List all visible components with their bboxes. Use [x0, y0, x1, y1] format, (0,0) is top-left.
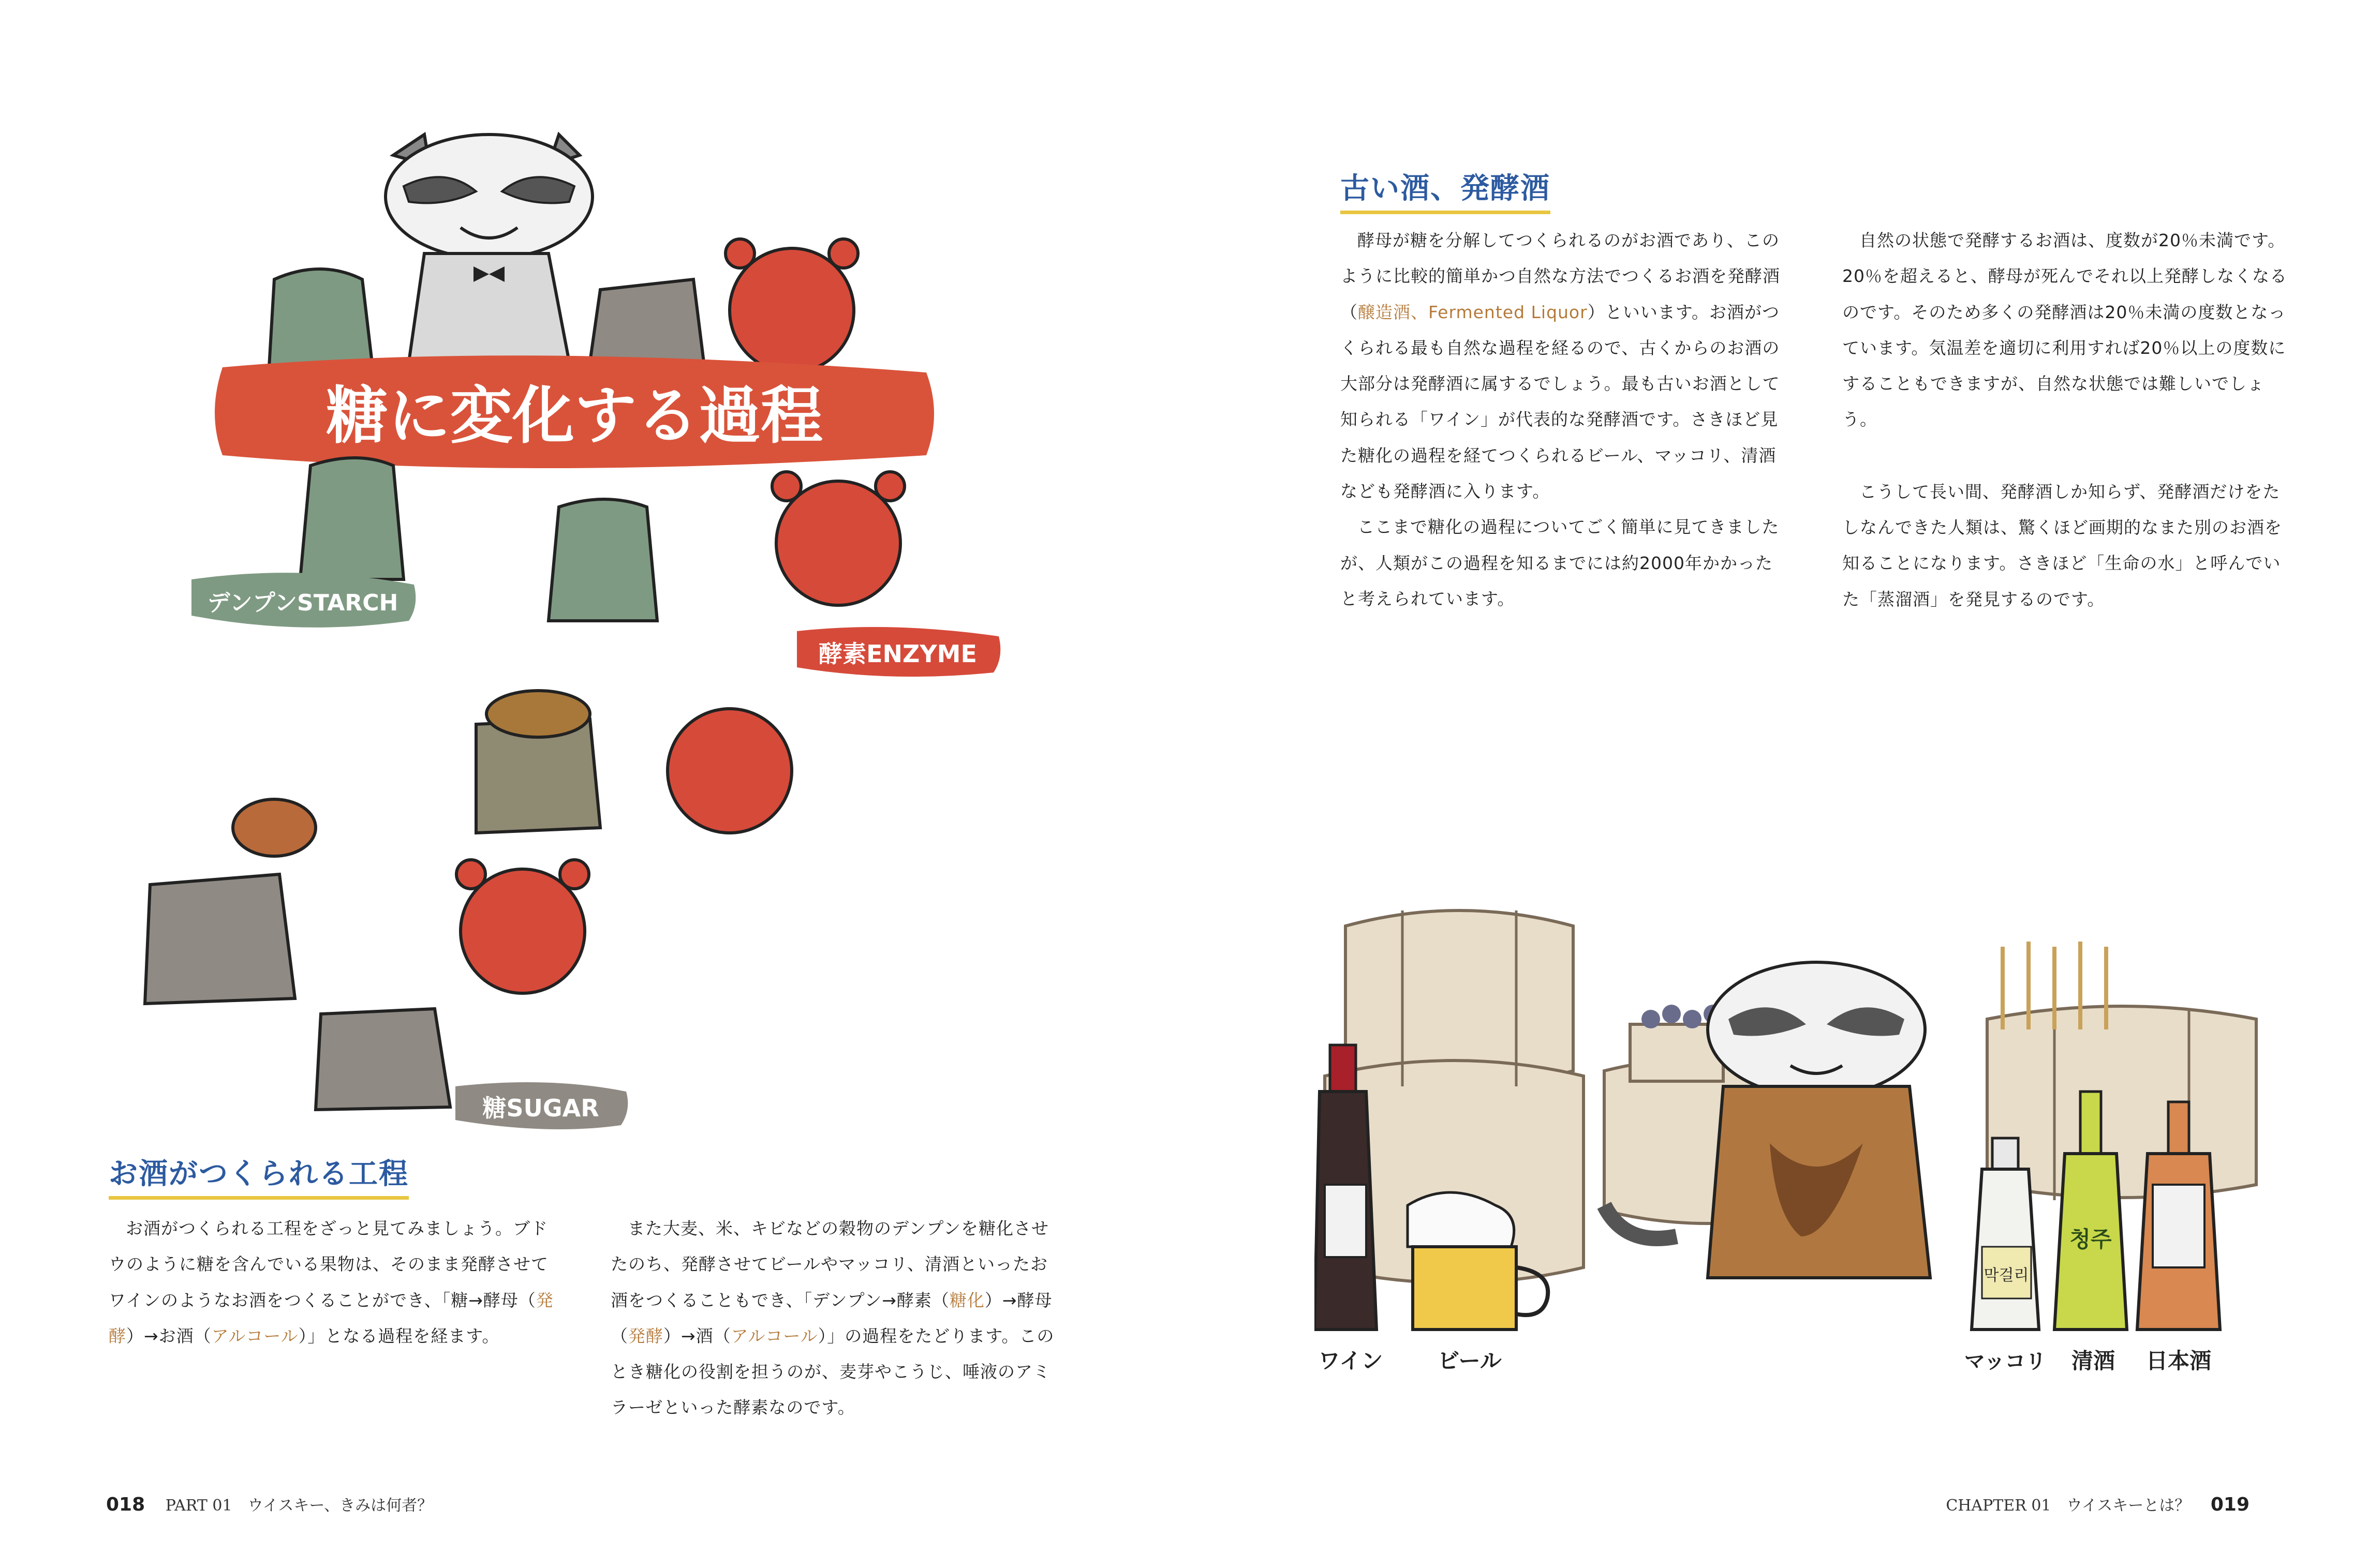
left-column-2	[611, 1211, 1056, 1426]
right-section-heading: 古い酒、発酵酒	[1340, 166, 1550, 214]
label-sugar: 糖SUGAR	[482, 1094, 599, 1122]
seishu-bottle-label: 청주	[2069, 1227, 2112, 1252]
label-makgeolli: マッコリ	[1964, 1350, 2047, 1373]
highlight-term: 発酵	[628, 1325, 663, 1346]
text-run: また大麦、米、キビなどの穀物のデンプンを糖化させたのち、発酵させてビールやマッコリ、清酒といったお酒をつくることもでき、「デンプン→酵素（	[611, 1218, 1049, 1310]
text-run: お酒がつくられる工程をざっと見てみましょう。ブドウのように糖を含んでいる果物は、そのまま発酵させてワインのようなお酒をつくることができ、「糖→酵母（	[109, 1218, 549, 1310]
running-head-right: CHAPTER 01 ウイスキーとは？	[1946, 1497, 2191, 1515]
paragraph: こうして長い間、発酵酒しか知らず、発酵酒だけをたしなんできた人類は、驚くほど画期的なまた別のお酒を知ることになります。さきほど「生命の水」と呼んでいた「蒸溜酒」を発見するのです。	[1842, 481, 2282, 609]
label-starch: デンプンSTARCH	[207, 590, 398, 616]
highlight-term: アルコール	[731, 1325, 818, 1346]
paragraph: ここまで糖化の過程についてごく簡単に見てきましたが、人類がこの過程を知るまでには約2000年かかったと考えられています。	[1340, 517, 1780, 609]
text-run: ）」の過程をたどります。このとき糖化の役割を担うのが、麦芽やこうじ、唾液のアミラーゼといった酵素なのです。	[611, 1325, 1055, 1418]
text-run: ）→酒（	[663, 1325, 731, 1346]
fermented-drinks-illustration	[1314, 874, 2298, 1386]
footer-right	[1946, 1492, 2250, 1515]
label-nihonshu: 日本酒	[2145, 1348, 2212, 1373]
text-run: ）→お酒（	[126, 1325, 212, 1346]
text-run: ）」となる過程を経ます。	[298, 1325, 500, 1346]
text-run: ）といいます。お酒がつくられる最も自然な過程を経るので、古くからのお酒の大部分は発酵酒に属するでしょう。最も古いお酒として知られる「ワイン」が代表的な発酵酒です。さきほど見た糖化の過程を経てつくられるビール、マッコリ、清酒なども発酵酒に入ります。	[1340, 302, 1780, 502]
sugar-process-illustration	[103, 124, 1035, 1133]
label-wine: ワイン	[1318, 1348, 1383, 1373]
left-column-1	[109, 1211, 554, 1354]
text-run: ）→酵母（	[611, 1290, 1053, 1346]
page-number-left: 018	[106, 1494, 145, 1515]
label-seishu: 清酒	[2071, 1348, 2115, 1373]
banner-title: 糖に変化する過程	[326, 380, 823, 452]
left-section-heading: お酒がつくられる工程	[109, 1151, 409, 1200]
footer-left	[106, 1492, 433, 1515]
paragraph: 自然の状態で発酵するお酒は、度数が20％未満です。20％を超えると、酵母が死んでそれ以上発酵しなくなるのです。そのため多くの発酵酒は20％未満の度数となっています。気温差を適切に利用すれば20％以上の度数にすることもできますが、自然な状態では難しいでしょう。	[1842, 230, 2287, 430]
right-column-1	[1340, 222, 1785, 617]
text-run: 酵母が糖を分解してつくられるのがお酒であり、このように比較的簡単かつ自然な方法でつくるお酒を発酵酒（	[1340, 230, 1780, 322]
highlight-term: 醸造酒、Fermented Liquor	[1358, 302, 1588, 322]
right-column-2	[1842, 222, 2287, 617]
label-enzyme: 酵素ENZYME	[819, 640, 977, 668]
raccoon-suit-figure	[386, 135, 593, 362]
page-number-right: 019	[2210, 1494, 2250, 1515]
highlight-term: 糖化	[949, 1290, 985, 1310]
highlight-term: 発酵	[109, 1290, 554, 1346]
label-beer: ビール	[1438, 1348, 1502, 1373]
running-head-left: PART 01 ウイスキー、きみは何者？	[165, 1497, 433, 1515]
highlight-term: アルコール	[211, 1325, 299, 1346]
makgeolli-bottle-label: 막걸리	[1984, 1266, 2029, 1285]
